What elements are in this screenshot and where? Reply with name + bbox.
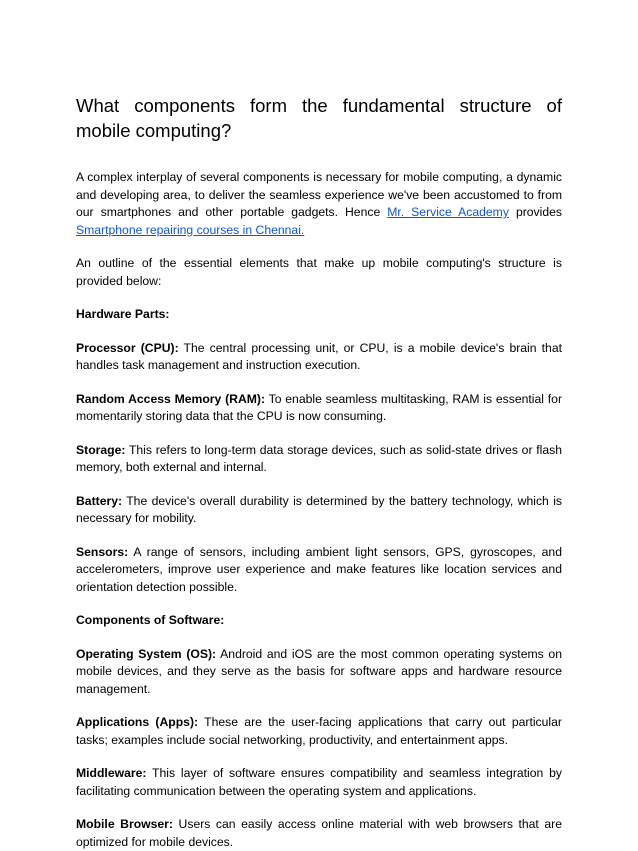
outline-paragraph: An outline of the essential elements that make up mobile computing's structure is provided below: (76, 256, 562, 288)
hardware-desc: This refers to long-term data storage devices, such as solid-state drives or flash memory, both external and internal. (76, 442, 562, 474)
software-term: Applications (Apps): (76, 715, 199, 729)
smartphone-courses-link[interactable]: Smartphone repairing courses in Chennai. (76, 222, 305, 237)
software-desc: Users can easily access online material with web browsers that are optimized for mobile devices. (76, 817, 562, 849)
software-heading-text: Components of Software: (76, 613, 225, 627)
software-heading (76, 612, 562, 630)
hardware-item-cpu (76, 340, 562, 375)
hardware-item-battery (76, 493, 562, 528)
software-item-apps (76, 714, 562, 749)
hardware-term: Random Access Memory (RAM): (76, 391, 266, 406)
software-desc: Android and iOS are the most common operating systems on mobile devices, and they serve as the basis for software apps and hardware resource management. (76, 646, 562, 696)
software-item-os (76, 646, 562, 699)
hardware-term: Processor (CPU): (76, 340, 179, 355)
intro-text: A complex interplay of several components is necessary for mobile computing, a dynamic and developing area, to deliver the seamless experience we've been accustomed to from our smartphones and other portable gadgets. Hence (76, 170, 562, 219)
intro-paragraph (76, 169, 562, 239)
hardware-item-storage (76, 442, 562, 477)
mr-service-academy-link[interactable]: Mr. Service Academy (387, 205, 509, 219)
software-item-browser (76, 816, 562, 851)
page-title: What components form the fundamental structure of mobile computing? (76, 95, 562, 141)
hardware-desc: A range of sensors, including ambient light sensors, GPS, gyroscopes, and accelerometers, improve user experience and make features like location services and orientation detection possible. (76, 544, 562, 594)
hardware-desc: The central processing unit, or CPU, is a mobile device's brain that handles task management and instruction execution. (76, 340, 562, 372)
software-desc: This layer of software ensures compatibility and seamless integration by facilitating communication between the operating system and applications. (76, 766, 562, 798)
hardware-desc: The device's overall durability is determined by the battery technology, which is necessary for mobility. (76, 493, 562, 525)
hardware-term: Sensors: (76, 544, 129, 559)
hardware-item-ram (76, 391, 562, 426)
hardware-desc: To enable seamless multitasking, RAM is essential for momentarily storing data that the CPU is now consuming. (76, 391, 563, 423)
software-term: Middleware: (76, 766, 147, 780)
hardware-term: Battery: (76, 493, 123, 508)
software-item-middleware (76, 765, 562, 800)
hardware-heading-text: Hardware Parts: (76, 307, 170, 321)
software-desc: These are the user-facing applications that carry out particular tasks; examples include social networking, productivity, and entertainment apps. (76, 715, 562, 747)
hardware-term: Storage: (76, 442, 126, 457)
hardware-item-sensors (76, 544, 562, 597)
intro-middle-text: provides (508, 205, 563, 219)
hardware-heading (76, 306, 562, 324)
software-term: Operating System (OS): (76, 646, 217, 661)
software-term: Mobile Browser: (76, 817, 173, 831)
